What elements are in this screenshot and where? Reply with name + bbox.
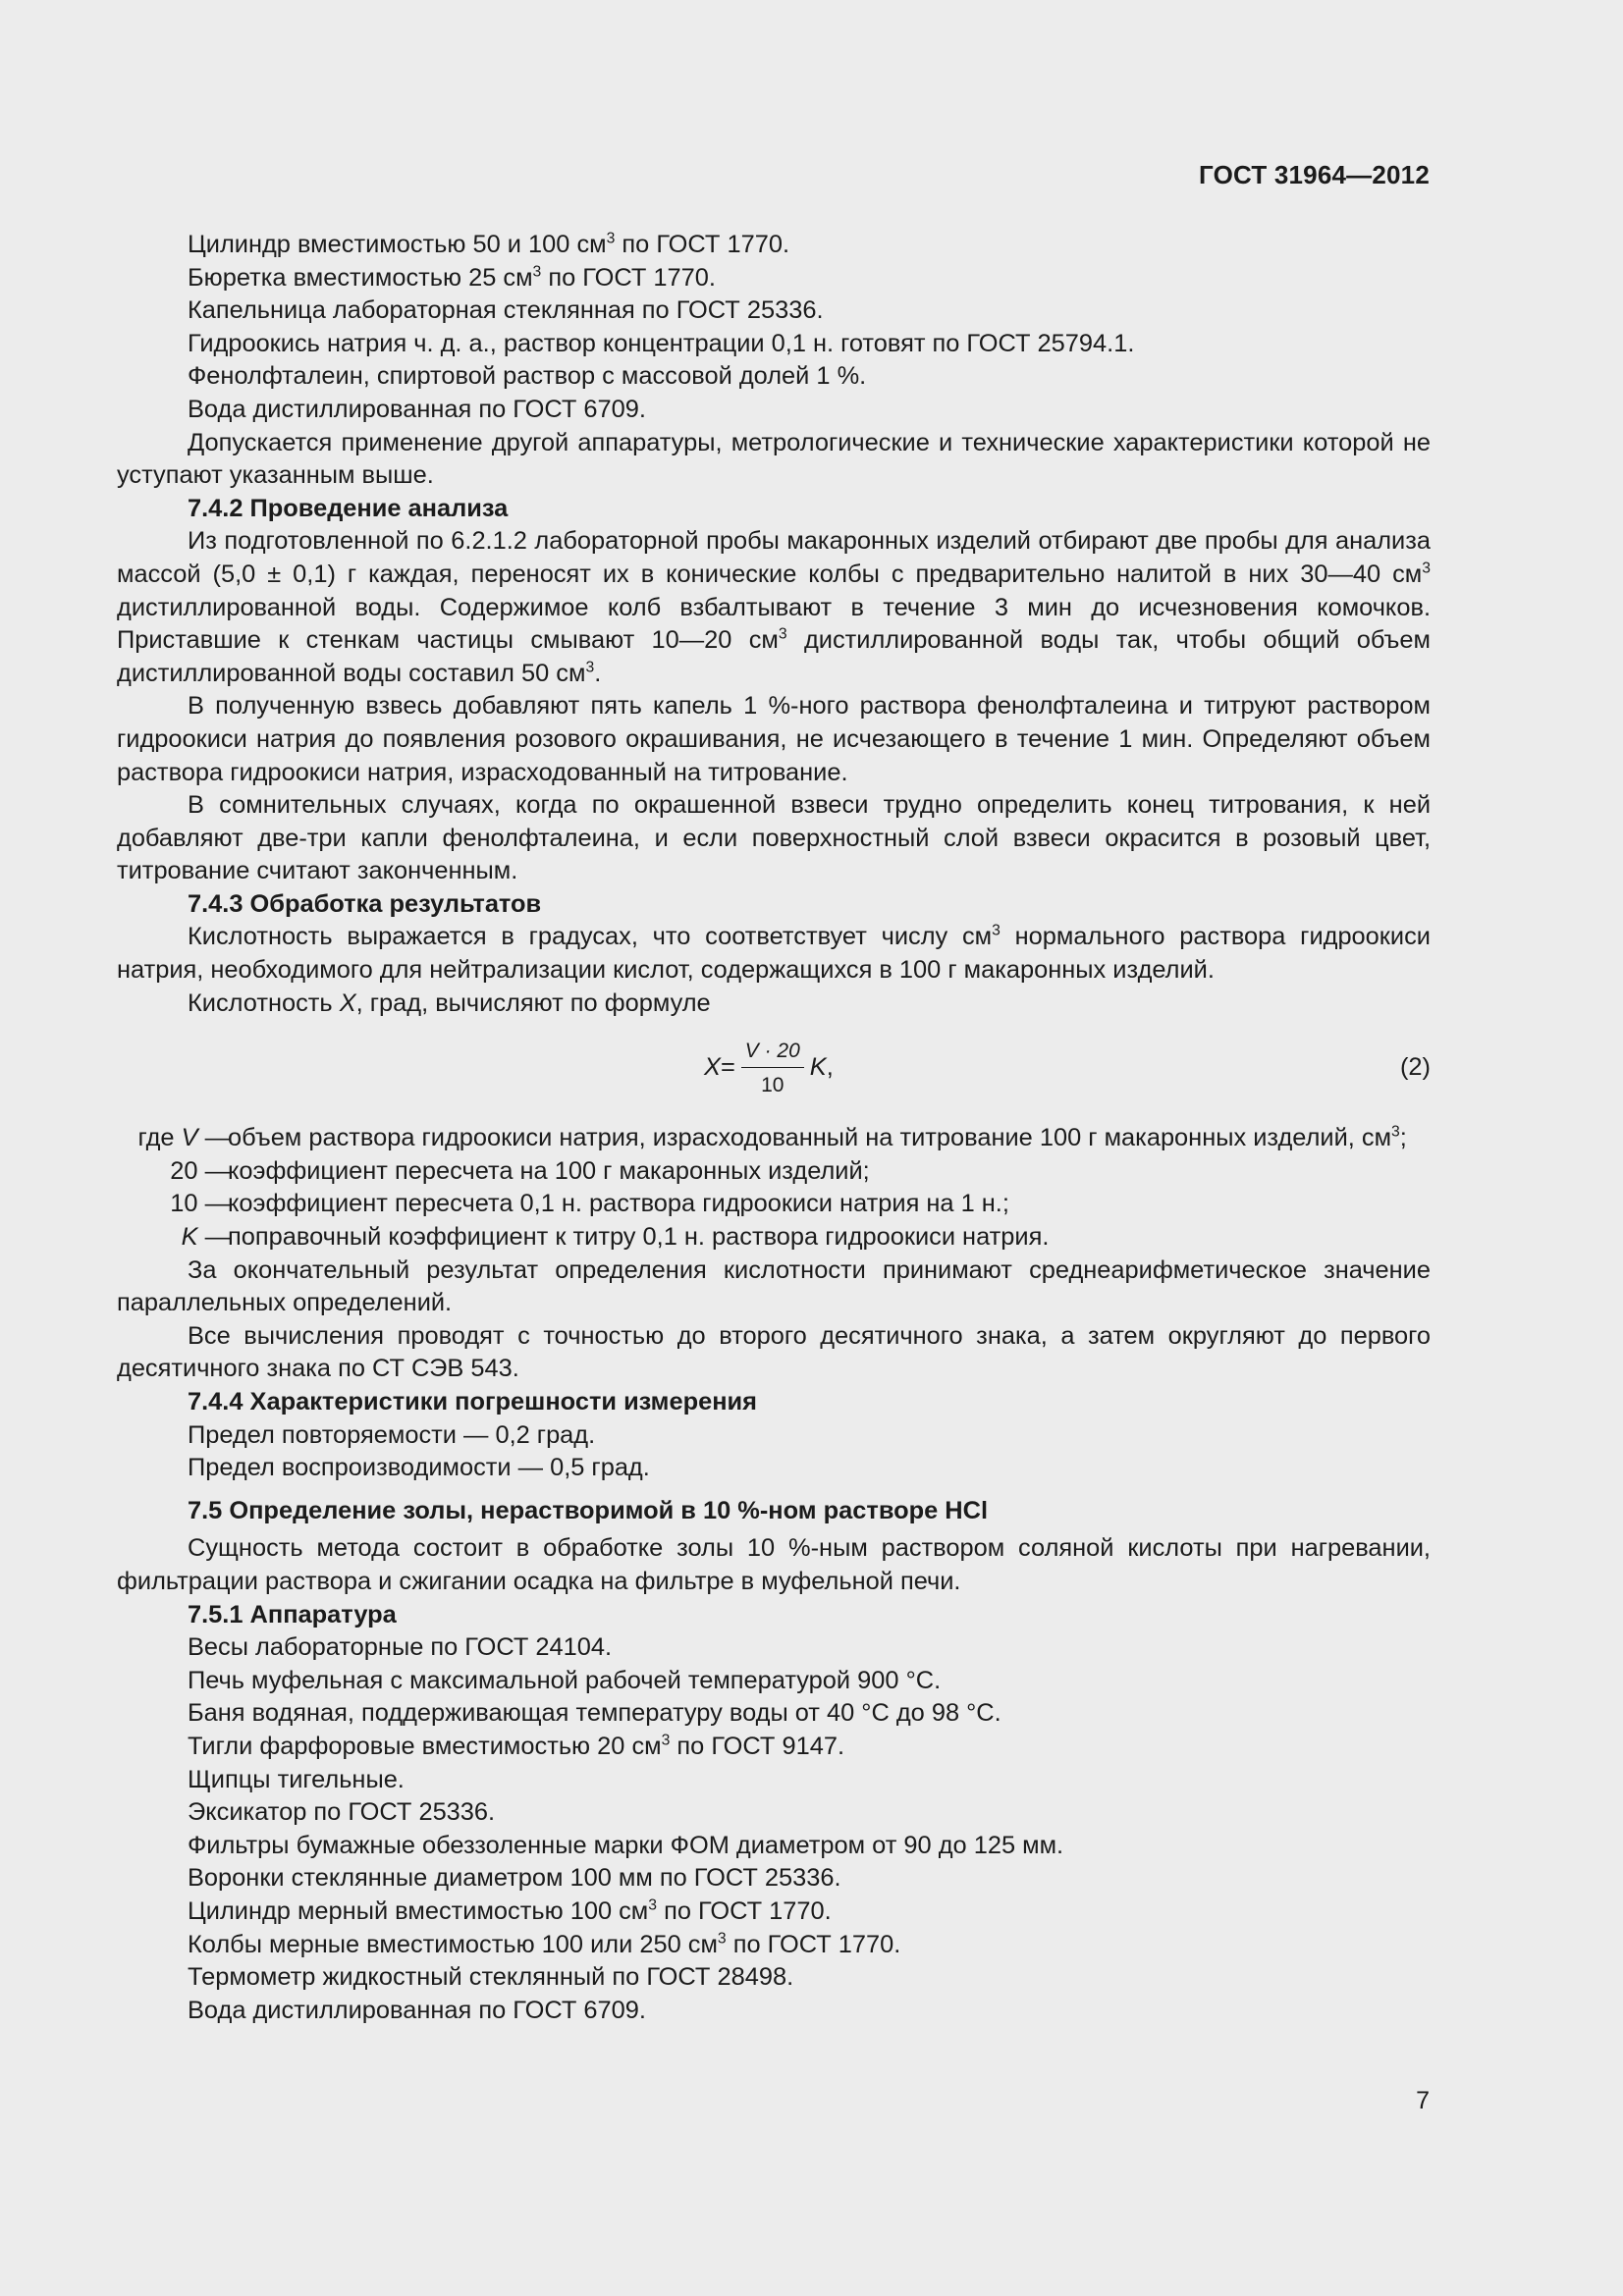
list-item: Печь муфельная с максимальной рабочей температурой 900 °С. — [188, 1666, 942, 1694]
document-header: ГОСТ 31964—2012 — [1199, 160, 1430, 189]
equation-number: (2) — [1399, 1053, 1431, 1082]
list-item: Фенолфталеин, спиртовой раствор с массовой долей 1 %. — [188, 362, 867, 391]
paragraph: Все вычисления проводят с точностью до второго десятичного знака, а затем округляют до первого десятичного знака по СТ СЭВ 543. — [117, 1321, 1431, 1383]
definition-item — [117, 1188, 1431, 1221]
list-item: Щипцы тигельные. — [188, 1765, 405, 1793]
list-item: Весы лабораторные по ГОСТ 24104. — [188, 1633, 613, 1662]
document-body — [117, 229, 1431, 2027]
definition-item — [117, 1122, 1431, 1155]
paragraph: Допускается применение другой аппаратуры, метрологические и технические характеристики которой не уступают указанным выше. — [117, 428, 1431, 490]
list-item: Цилиндр мерный вместимостью 100 $см^3$ по ГОСТ 1770. — [188, 1896, 832, 1925]
definition-label: где V — — [137, 1124, 230, 1152]
apparatus-list — [117, 1631, 1431, 2027]
list-item: Гидроокись натрия ч. д. а., раствор концентрации 0,1 н. готовят по ГОСТ 25794.1. — [188, 329, 1135, 357]
paragraph: Кислотность выражается в градусах, что соответствует числу $см^3$ нормального раствора гидроокиси натрия, необходимого для нейтрализации кислот, содержащихся в 100 г макаронных изделий. — [117, 922, 1431, 985]
page-number: 7 — [1416, 2087, 1430, 2114]
definition-label: 20 — — [170, 1156, 230, 1185]
paragraph: Кислотность X, град, вычисляют по формуле — [188, 988, 711, 1017]
formula-equals: = — [720, 1053, 735, 1082]
section-heading-7-4-3: 7.4.3 Обработка результатов — [188, 889, 542, 918]
variable-definitions — [117, 1122, 1431, 1254]
paragraph: В сомнительных случаях, когда по окрашенной взвеси трудно определить конец титрования, к ней добавляют две-три капли фенолфталеина, и если поверхностный слой взвеси окрасится в розовый цвет, титрование считают законченным. — [117, 791, 1431, 885]
paragraph: Предел повторяемости — 0,2 град. — [188, 1420, 596, 1449]
list-item: Термометр жидкостный стеклянный по ГОСТ 28498. — [188, 1963, 794, 1992]
paragraph: Сущность метода состоит в обработке золы 10 %-ным раствором соляной кислоты при нагревании, фильтрации раствора и сжигании осадка на фильтре в муфельной печи. — [117, 1534, 1431, 1595]
definition-item — [117, 1221, 1431, 1255]
formula-rhs: K — [809, 1053, 827, 1082]
formula-lhs: X — [704, 1053, 721, 1082]
list-item: Цилиндр вместимостью 50 и 100 $см^3$ по ГОСТ 1770. — [188, 230, 790, 258]
list-item: Бюретка вместимостью 25 $см^3$ по ГОСТ 1770. — [188, 262, 716, 292]
list-item: Фильтры бумажные обеззоленные марки ФОМ диаметром от 90 до 125 мм. — [188, 1831, 1064, 1859]
list-item: Эксикатор по ГОСТ 25336. — [188, 1798, 496, 1827]
paragraph: Предел воспроизводимости — 0,5 град. — [188, 1454, 650, 1482]
paragraph: За окончательный результат определения кислотности принимают среднеарифметическое значение параллельных определений. — [117, 1255, 1431, 1317]
reagent-list — [117, 229, 1431, 427]
definition-label: 10 — — [170, 1190, 230, 1218]
section-heading-7-4-2: 7.4.2 Проведение анализа — [188, 494, 509, 522]
list-item: Колбы мерные вместимостью 100 или 250 $см^3$ по ГОСТ 1770. — [188, 1929, 901, 1958]
definition-label: K — — [181, 1223, 230, 1252]
list-item: Воронки стеклянные диаметром 100 мм по ГОСТ 25336. — [188, 1864, 841, 1893]
definition-text: объем раствора гидроокиси натрия, израсходованный на титрование 100 г макаронных изделий, $см^3$; — [228, 1123, 1407, 1152]
list-item: Тигли фарфоровые вместимостью 20 $см^3$ по ГОСТ 9147. — [188, 1732, 845, 1760]
list-item: Вода дистиллированная по ГОСТ 6709. — [188, 1996, 646, 2024]
list-item: Баня водяная, поддерживающая температуру воды от 40 °С до 98 °С. — [188, 1699, 1001, 1728]
definition-text: коэффициент пересчета 0,1 н. раствора гидроокиси натрия на 1 н.; — [228, 1190, 1009, 1218]
definition-text: поправочный коэффициент к титру 0,1 н. раствора гидроокиси натрия. — [228, 1223, 1050, 1252]
paragraph: В полученную взвесь добавляют пять капель 1 %-ного раствора фенолфталеина и титруют раствором гидроокиси натрия до появления розового окрашивания, не исчезающего в течение 1 мин. Определяют объем раствора гидроокиси натрия, израсходованный на титрование. — [117, 692, 1431, 786]
definition-text: коэффициент пересчета на 100 г макаронных изделий; — [228, 1156, 870, 1185]
formula-fraction — [741, 1039, 804, 1098]
list-item: Вода дистиллированная по ГОСТ 6709. — [188, 395, 646, 423]
fraction-numerator: V · 20 — [741, 1039, 804, 1068]
formula-2: X = $\frac{V \cdot 20}{10}$ K , (2) — [704, 1039, 1431, 1096]
paragraph: Из подготовленной по 6.2.1.2 лабораторной пробы макаронных изделий отбирают две пробы для анализа массой (5,0 ± 0,1) г каждая, переносят их в конические колбы с предварительно налитой в них 30—40 $см^3$ дистиллированной воды. Содержимое колб взбалтывают в течение 3 мин до исчезновения комочков. Приставшие к стенкам частицы смывают 10—20 $см^3$ дистиллированной воды так, чтобы общий объем дистиллированной воды составил 50 $см^3$. — [117, 527, 1431, 687]
section-heading-7-4-4: 7.4.4 Характеристики погрешности измерения — [188, 1388, 757, 1415]
section-heading-7-5-1: 7.5.1 Аппаратура — [188, 1600, 397, 1629]
fraction-denominator: 10 — [761, 1073, 784, 1096]
definition-item — [117, 1155, 1431, 1189]
section-heading-7-5: 7.5 Определение золы, нерастворимой в 10 %-ном растворе HCl — [188, 1496, 989, 1524]
list-item: Капельница лабораторная стеклянная по ГОСТ 25336. — [188, 296, 824, 325]
